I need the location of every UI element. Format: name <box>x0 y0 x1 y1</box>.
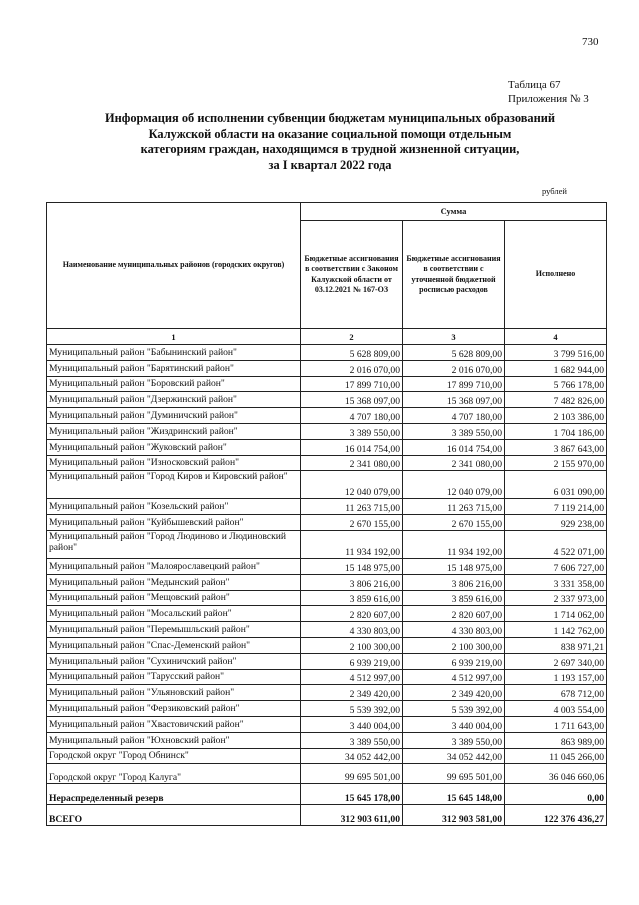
executed-amount: 2 103 386,00 <box>505 408 607 424</box>
law-allocation: 6 939 219,00 <box>301 653 403 669</box>
total-law-allocation: 312 903 611,00 <box>301 805 403 826</box>
refined-allocation: 2 670 155,00 <box>403 515 505 531</box>
law-allocation: 15 148 975,00 <box>301 558 403 574</box>
table-row <box>47 669 607 685</box>
executed-amount: 863 989,00 <box>505 732 607 748</box>
municipality-name: Муниципальный район "Жуковский район" <box>47 439 301 455</box>
title-line: Калужской области на оказание социальной помощи отдельным <box>148 126 512 141</box>
table-row <box>47 408 607 424</box>
law-allocation: 3 440 004,00 <box>301 716 403 732</box>
law-allocation: 3 859 616,00 <box>301 590 403 606</box>
header-name-column: Наименование муниципальных районов (городских округов) <box>47 203 301 329</box>
law-allocation: 2 349 420,00 <box>301 685 403 701</box>
executed-amount: 1 711 643,00 <box>505 716 607 732</box>
municipality-name: Муниципальный район "Жиздринский район" <box>47 423 301 439</box>
refined-allocation: 3 859 616,00 <box>403 590 505 606</box>
table-row <box>47 685 607 701</box>
law-allocation: 15 368 097,00 <box>301 392 403 408</box>
table-row <box>47 499 607 515</box>
table-row <box>47 732 607 748</box>
executed-amount: 1 714 062,00 <box>505 606 607 622</box>
law-allocation: 2 100 300,00 <box>301 637 403 653</box>
table-row <box>47 439 607 455</box>
executed-amount: 1 193 157,00 <box>505 669 607 685</box>
refined-allocation: 11 934 192,00 <box>403 530 505 558</box>
table-row <box>47 558 607 574</box>
municipality-name: Муниципальный район "Барятинский район" <box>47 360 301 376</box>
law-allocation: 11 934 192,00 <box>301 530 403 558</box>
table-row <box>47 471 607 499</box>
table-row <box>47 590 607 606</box>
law-allocation: 2 341 080,00 <box>301 455 403 471</box>
municipality-name: Муниципальный район "Медынский район" <box>47 574 301 590</box>
municipality-name: Муниципальный район "Бабынинский район" <box>47 345 301 361</box>
executed-amount: 2 155 970,00 <box>505 455 607 471</box>
refined-allocation: 4 330 803,00 <box>403 622 505 638</box>
law-allocation: 17 899 710,00 <box>301 376 403 392</box>
executed-amount: 7 482 826,00 <box>505 392 607 408</box>
reserve-refined-allocation: 15 645 148,00 <box>403 784 505 805</box>
table-body <box>47 345 607 826</box>
municipality-name: Муниципальный район "Юхновский район" <box>47 732 301 748</box>
table-caption <box>508 78 589 106</box>
subvention-table <box>46 202 607 826</box>
executed-amount: 7 119 214,00 <box>505 499 607 515</box>
refined-allocation: 12 040 079,00 <box>403 471 505 499</box>
executed-amount: 678 712,00 <box>505 685 607 701</box>
table-row <box>47 360 607 376</box>
municipality-name: Муниципальный район "Дзержинский район" <box>47 392 301 408</box>
column-number: 2 <box>301 329 403 345</box>
page-number: 730 <box>582 36 599 48</box>
table-row <box>47 701 607 717</box>
refined-allocation: 15 148 975,00 <box>403 558 505 574</box>
table-number: Таблица 67 <box>508 79 561 91</box>
refined-allocation: 3 440 004,00 <box>403 716 505 732</box>
table-row <box>47 716 607 732</box>
municipality-name: Муниципальный район "Сухиничский район" <box>47 653 301 669</box>
header-law-allocations: Бюджетные ассигнования в соответствии с Законом Калужской области от 03.12.2021 № 167-ОЗ <box>301 221 403 329</box>
title-line: за I квартал 2022 года <box>268 157 392 172</box>
table-row <box>47 653 607 669</box>
executed-amount: 3 331 358,00 <box>505 574 607 590</box>
executed-amount: 3 867 643,00 <box>505 439 607 455</box>
table-row <box>47 622 607 638</box>
refined-allocation: 5 539 392,00 <box>403 701 505 717</box>
table-row <box>47 574 607 590</box>
refined-allocation: 6 939 219,00 <box>403 653 505 669</box>
law-allocation: 4 512 997,00 <box>301 669 403 685</box>
municipality-name: Муниципальный район "Город Киров и Кировский район" <box>47 471 301 499</box>
executed-amount: 3 799 516,00 <box>505 345 607 361</box>
table-row <box>47 530 607 558</box>
municipality-name: Муниципальный район "Город Людиново и Людиновский район" <box>47 530 301 558</box>
municipality-name: Муниципальный район "Куйбышевский район" <box>47 515 301 531</box>
municipality-name: Городской округ "Город Калуга" <box>47 764 301 784</box>
reserve-law-allocation: 15 645 178,00 <box>301 784 403 805</box>
table-row <box>47 423 607 439</box>
column-number: 4 <box>505 329 607 345</box>
table-row <box>47 392 607 408</box>
refined-allocation: 99 695 501,00 <box>403 764 505 784</box>
table-row <box>47 764 607 784</box>
table-row <box>47 606 607 622</box>
municipality-name: Муниципальный район "Износковский район" <box>47 455 301 471</box>
header-executed: Исполнено <box>505 221 607 329</box>
law-allocation: 5 539 392,00 <box>301 701 403 717</box>
column-number: 1 <box>47 329 301 345</box>
municipality-name: Муниципальный район "Мещовский район" <box>47 590 301 606</box>
total-refined-allocation: 312 903 581,00 <box>403 805 505 826</box>
executed-amount: 838 971,21 <box>505 637 607 653</box>
executed-amount: 36 046 660,06 <box>505 764 607 784</box>
table-row <box>47 376 607 392</box>
municipality-name: Муниципальный район "Думиничский район" <box>47 408 301 424</box>
table-row <box>47 637 607 653</box>
refined-allocation: 11 263 715,00 <box>403 499 505 515</box>
executed-amount: 4 522 071,00 <box>505 530 607 558</box>
municipality-name: Муниципальный район "Мосальский район" <box>47 606 301 622</box>
executed-amount: 2 697 340,00 <box>505 653 607 669</box>
refined-allocation: 2 349 420,00 <box>403 685 505 701</box>
municipality-name: Муниципальный район "Тарусский район" <box>47 669 301 685</box>
table-row <box>47 345 607 361</box>
municipality-name: Муниципальный район "Перемышльский район" <box>47 622 301 638</box>
law-allocation: 2 820 607,00 <box>301 606 403 622</box>
executed-amount: 4 003 554,00 <box>505 701 607 717</box>
reserve-name: Нераспределенный резерв <box>47 784 301 805</box>
executed-amount: 6 031 090,00 <box>505 471 607 499</box>
refined-allocation: 16 014 754,00 <box>403 439 505 455</box>
law-allocation: 16 014 754,00 <box>301 439 403 455</box>
header-refined-allocations: Бюджетные ассигнования в соответствии с уточненной бюджетной росписью расходов <box>403 221 505 329</box>
law-allocation: 11 263 715,00 <box>301 499 403 515</box>
refined-allocation: 3 806 216,00 <box>403 574 505 590</box>
header-sum: Сумма <box>301 203 607 221</box>
refined-allocation: 4 512 997,00 <box>403 669 505 685</box>
municipality-name: Муниципальный район "Ферзиковский район" <box>47 701 301 717</box>
refined-allocation: 17 899 710,00 <box>403 376 505 392</box>
executed-amount: 7 606 727,00 <box>505 558 607 574</box>
refined-allocation: 3 389 550,00 <box>403 732 505 748</box>
law-allocation: 12 040 079,00 <box>301 471 403 499</box>
reserve-row <box>47 784 607 805</box>
municipality-name: Муниципальный район "Боровский район" <box>47 376 301 392</box>
municipality-name: Муниципальный район "Козельский район" <box>47 499 301 515</box>
table-row <box>47 748 607 764</box>
column-number: 3 <box>403 329 505 345</box>
law-allocation: 5 628 809,00 <box>301 345 403 361</box>
municipality-name: Муниципальный район "Спас-Деменский район" <box>47 637 301 653</box>
reserve-executed: 0,00 <box>505 784 607 805</box>
table-row <box>47 515 607 531</box>
refined-allocation: 4 707 180,00 <box>403 408 505 424</box>
law-allocation: 34 052 442,00 <box>301 748 403 764</box>
law-allocation: 4 707 180,00 <box>301 408 403 424</box>
law-allocation: 2 670 155,00 <box>301 515 403 531</box>
executed-amount: 11 045 266,00 <box>505 748 607 764</box>
total-row <box>47 805 607 826</box>
municipality-name: Муниципальный район "Хвастовичский район" <box>47 716 301 732</box>
document-title <box>40 111 620 173</box>
total-executed: 122 376 436,27 <box>505 805 607 826</box>
executed-amount: 5 766 178,00 <box>505 376 607 392</box>
executed-amount: 929 238,00 <box>505 515 607 531</box>
refined-allocation: 2 820 607,00 <box>403 606 505 622</box>
executed-amount: 1 682 944,00 <box>505 360 607 376</box>
total-name: ВСЕГО <box>47 805 301 826</box>
units-label: рублей <box>542 186 567 196</box>
law-allocation: 3 389 550,00 <box>301 423 403 439</box>
law-allocation: 99 695 501,00 <box>301 764 403 784</box>
municipality-name: Муниципальный район "Малоярославецкий район" <box>47 558 301 574</box>
executed-amount: 2 337 973,00 <box>505 590 607 606</box>
refined-allocation: 15 368 097,00 <box>403 392 505 408</box>
refined-allocation: 3 389 550,00 <box>403 423 505 439</box>
executed-amount: 1 704 186,00 <box>505 423 607 439</box>
law-allocation: 3 806 216,00 <box>301 574 403 590</box>
municipality-name: Городской округ "Город Обнинск" <box>47 748 301 764</box>
municipality-name: Муниципальный район "Ульяновский район" <box>47 685 301 701</box>
refined-allocation: 5 628 809,00 <box>403 345 505 361</box>
law-allocation: 2 016 070,00 <box>301 360 403 376</box>
title-line: категориям граждан, находящимся в трудной жизненной ситуации, <box>140 142 520 156</box>
executed-amount: 1 142 762,00 <box>505 622 607 638</box>
refined-allocation: 2 100 300,00 <box>403 637 505 653</box>
law-allocation: 4 330 803,00 <box>301 622 403 638</box>
table-row <box>47 455 607 471</box>
refined-allocation: 2 016 070,00 <box>403 360 505 376</box>
law-allocation: 3 389 550,00 <box>301 732 403 748</box>
title-line: Информация об исполнении субвенции бюджетам муниципальных образований <box>104 111 556 125</box>
refined-allocation: 2 341 080,00 <box>403 455 505 471</box>
refined-allocation: 34 052 442,00 <box>403 748 505 764</box>
appendix-label: Приложения № 3 <box>508 93 589 105</box>
